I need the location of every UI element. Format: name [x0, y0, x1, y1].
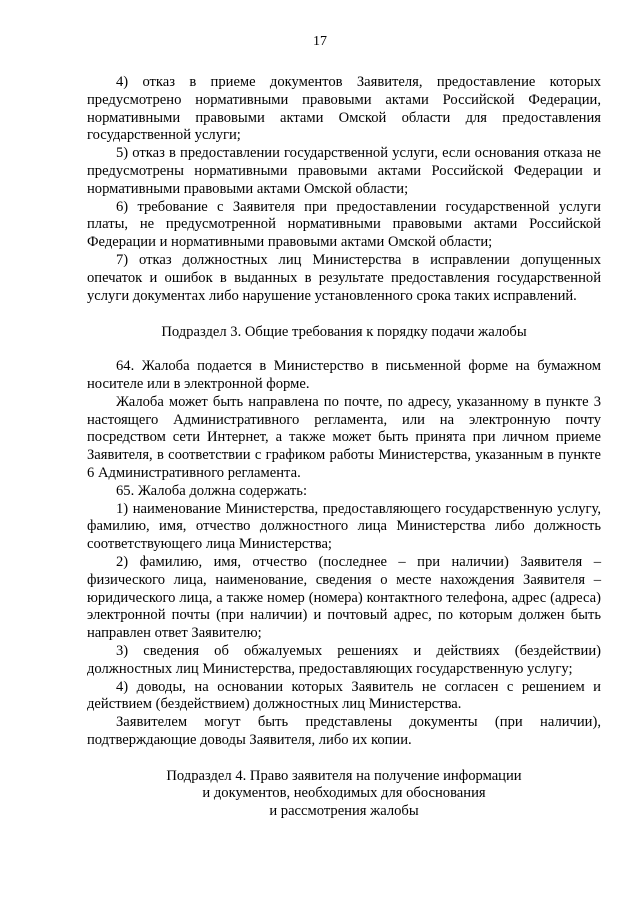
list-item: 7) отказ должностных лиц Министерства в исправлении допущенных опечаток и ошибок в выданных в результате предоставления государственной услуги документах либо нарушение установленного срока таких исправлений. [87, 251, 601, 304]
heading-line: и рассмотрения жалобы [269, 803, 419, 820]
page-number: 17 [313, 34, 327, 49]
paragraph-documents: Заявителем могут быть представлены документы (при наличии), подтверждающие доводы Заявителя, либо их копии. [87, 714, 601, 748]
list-item: 2) фамилию, имя, отчество (последнее – при наличии) Заявителя – физического лица, наименование, сведения о месте нахождения Заявителя – юридического лица, а также номер (номера) контактного телефона, адрес (адреса) электронной почты (при наличии) и почтовый адрес, по которым должен быть направлен ответ Заявителю; [87, 553, 601, 642]
list-item: 1) наименование Министерства, предоставляющего государственную услугу, фамилию, имя, отчество должностного лица Министерства либо должность соответствующего лица Министерства; [87, 500, 601, 553]
list-item: 4) отказ в приеме документов Заявителя, предоставление которых предусмотрено нормативными правовыми актами Российской Федерации, нормативными правовыми актами Омской области для предоставления государственной услуги; [87, 74, 601, 144]
heading-line: и документов, необходимых для обоснования [202, 785, 486, 802]
heading-line: Подраздел 4. Право заявителя на получение информации [166, 767, 522, 784]
paragraph-64: 64. Жалоба подается в Министерство в письменной форме на бумажном носителе или в электронной форме. [87, 358, 601, 392]
list-item: 5) отказ в предоставлении государственной услуги, если основания отказа не предусмотрены нормативными правовыми актами Российской Федерации и нормативными правовыми актами Омской области; [87, 145, 601, 197]
list-item: 3) сведения об обжалуемых решениях и действиях (бездействии) должностных лиц Министерства, предоставляющих государственную услугу; [87, 642, 601, 677]
subsection-3-heading: Подраздел 3. Общие требования к порядку подачи жалобы [161, 324, 527, 341]
list-item: 6) требование с Заявителя при предоставлении государственной услуги платы, не предусмотренной нормативными правовыми актами Российской Федерации и нормативными правовыми актами Омской области; [87, 198, 601, 251]
list-item: 4) доводы, на основании которых Заявитель не согласен с решением и действием (бездействием) должностных лиц Министерства. [87, 678, 601, 713]
subsection-4-heading [87, 768, 601, 821]
paragraph-65: 65. Жалоба должна содержать: [116, 482, 307, 499]
paragraph-64-continued: Жалоба может быть направлена по почте, по адресу, указанному в пункте 3 настоящего Административного регламента, или на электронную почту посредством сети Интернет, а также может быть принята при личном приеме Заявителя, в соответствии с графиком работы Министерства, указанным в пункте 6 Административного регламента. [87, 393, 601, 481]
document-body [87, 74, 601, 821]
